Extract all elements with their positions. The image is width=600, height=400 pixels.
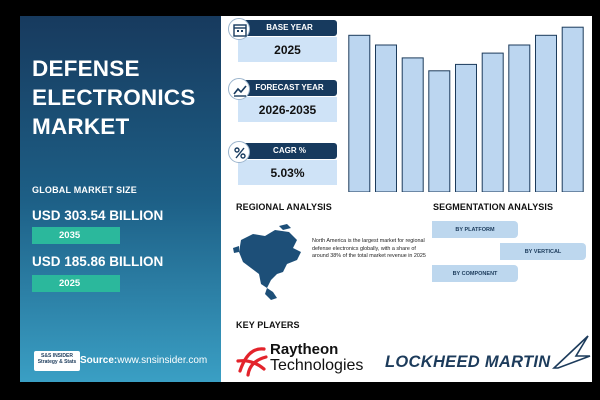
regional-heading: REGIONAL ANALYSIS [236,202,332,212]
cagr-value: 5.03% [238,160,337,185]
forecast-value-year: 2035 [32,227,120,244]
forecast-year-label: FORECAST YEAR [242,80,337,96]
base-value: USD 185.86 BILLION [32,254,164,269]
market-bar-chart [346,24,586,192]
segment-by-platform[interactable]: BY PLATFORM [432,221,518,238]
bar-6 [482,53,503,192]
source-url[interactable]: www.snsinsider.com [117,355,208,366]
source-label: Source: [80,355,118,366]
regional-text: North America is the largest market for regional defense electronics globally, with a share of around 38% of the total market revenue in 2025 [312,238,426,260]
segmentation-heading: SEGMENTATION ANALYSIS [433,202,554,212]
base-year-value: 2025 [238,37,337,62]
north-america-map-icon [231,222,315,302]
cagr-label: CAGR % [242,143,337,159]
page-title [32,54,217,141]
segment-by-component[interactable]: BY COMPONENT [432,265,518,282]
title-line-3: MARKET [32,114,130,139]
title-line-2: ELECTRONICS [32,85,196,110]
base-year-label: BASE YEAR [242,20,337,36]
bar-1 [349,35,370,192]
source [80,355,207,366]
forecast-value: USD 303.54 BILLION [32,208,164,223]
bar-9 [562,27,583,192]
bar-2 [376,45,397,192]
bar-4 [429,71,450,192]
sns-logo-text: S&S INSIDER Strategy & Stats [37,353,77,365]
chart-icon [228,78,250,100]
left-panel [20,16,221,382]
percent-icon [228,141,250,163]
raytheon-sub: Technologies [270,357,364,374]
forecast-year-value: 2026-2035 [238,97,337,122]
segment-by-vertical[interactable]: BY VERTICAL [500,243,586,260]
key-players-heading: KEY PLAYERS [236,320,300,330]
lockheed-martin-name: LOCKHEED MARTIN [385,353,551,371]
title-line-1: DEFENSE [32,56,140,81]
bar-3 [402,58,423,192]
lockheed-star-icon [552,334,592,370]
calendar-icon [228,18,250,40]
global-market-size-label: GLOBAL MARKET SIZE [32,185,137,195]
raytheon-name: Raytheon [270,341,339,358]
base-value-year: 2025 [32,275,120,292]
bar-7 [509,45,530,192]
infographic-card [20,16,592,382]
bar-5 [456,64,477,192]
bar-8 [536,35,557,192]
